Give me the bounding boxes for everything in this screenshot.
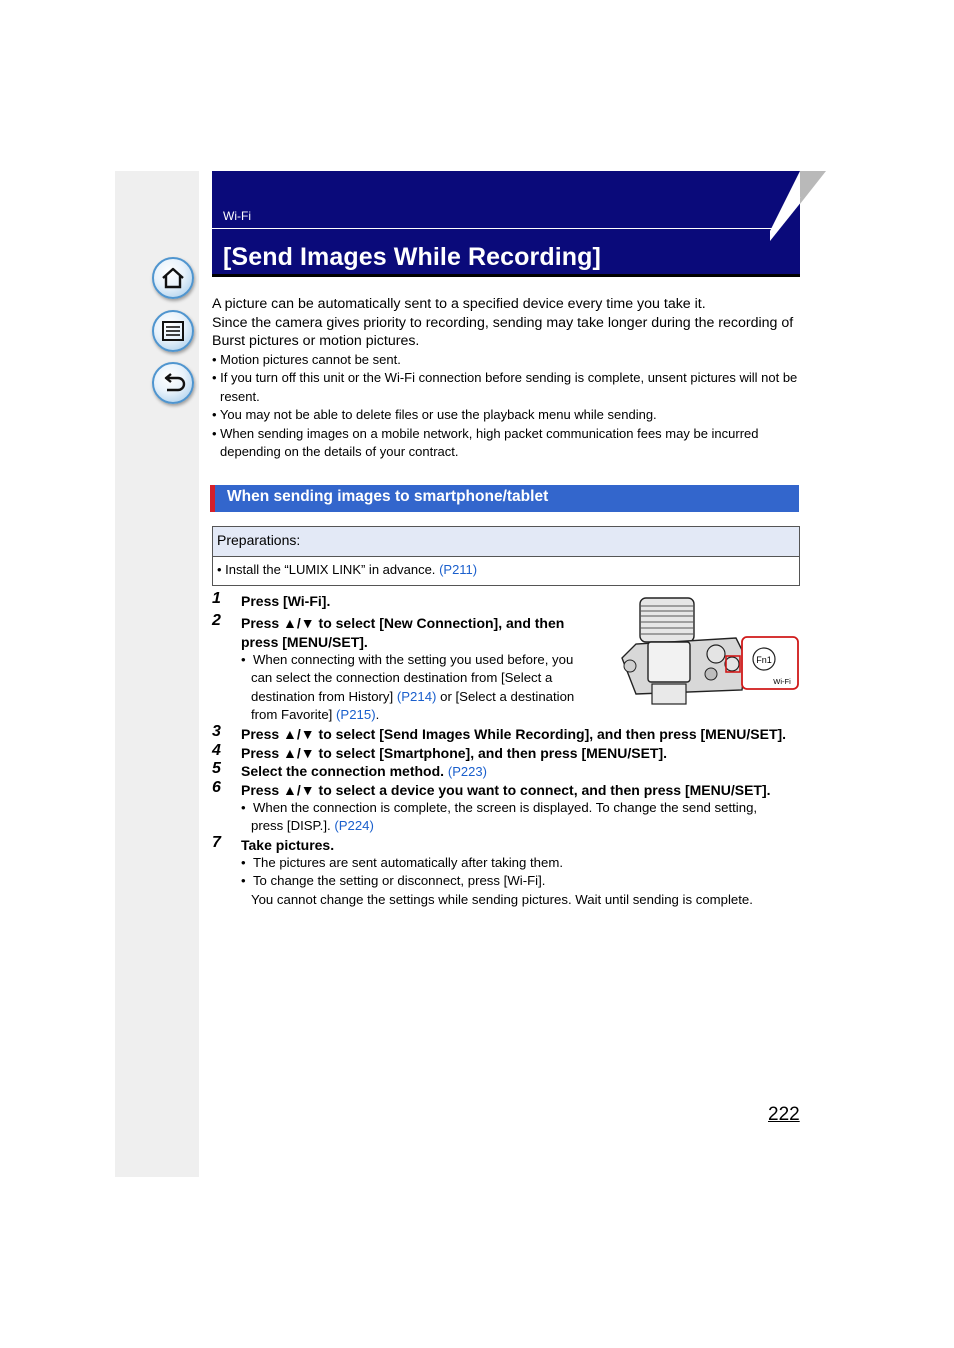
step-number: 4 <box>212 742 221 759</box>
back-arrow-icon <box>159 369 187 397</box>
page-link[interactable]: (P223) <box>447 764 487 779</box>
intro-line: A picture can be automatically sent to a specified device every time you take it. <box>212 296 706 312</box>
page-title: [Send Images While Recording] <box>223 243 601 271</box>
step-number: 7 <box>212 834 221 851</box>
step-bullet <box>251 706 379 725</box>
step-bullet: • The pictures are sent automatically after taking them. <box>241 855 563 870</box>
preparations-heading: Preparations: <box>213 527 799 557</box>
wifi-button-label: Wi-Fi <box>773 677 791 686</box>
intro-line: Since the camera gives priority to recording, sending may take longer during the recording of Burst pictures or motion pictures. <box>212 314 794 349</box>
step-text: Press ▲/▼ to select [New Connection], and then <box>241 615 565 631</box>
step-number: 2 <box>212 612 221 629</box>
camera-illustration <box>616 594 802 712</box>
header-corner-decoration <box>770 171 826 241</box>
step-number: 5 <box>212 760 221 777</box>
step-bullet: can select the connection destination from [Select a <box>251 670 553 685</box>
step-number: 6 <box>212 779 221 796</box>
step-bullet: You cannot change the settings while sending pictures. Wait until sending is complete. <box>251 892 753 907</box>
bullet-text: from Favorite] <box>251 707 333 722</box>
step-bullet <box>251 817 374 836</box>
step-text: press [MENU/SET]. <box>241 634 368 650</box>
step-text: Press [Wi-Fi]. <box>241 593 331 609</box>
step-text: Press ▲/▼ to select [Send Images While Recording], and then press [MENU/SET]. <box>241 726 787 742</box>
note-item: • If you turn off this unit or the Wi-Fi connection before sending is complete, unsent pictures will not be resent. <box>212 370 798 404</box>
preparations-text: • Install the “LUMIX LINK” in advance. <box>217 562 436 577</box>
intro-text <box>212 295 802 462</box>
page-link[interactable]: (P211) <box>439 562 478 577</box>
page-link[interactable]: (P215) <box>336 707 376 722</box>
page-link[interactable]: (P214) <box>396 689 437 704</box>
back-button[interactable] <box>152 362 194 404</box>
section-title: When sending images to smartphone/tablet <box>227 488 549 505</box>
note-item: • When sending images on a mobile network, high packet communication fees may be incurred depending on the details of your contract. <box>212 425 759 459</box>
step-text: Press ▲/▼ to select a device you want to connect, and then press [MENU/SET]. <box>241 782 771 798</box>
section-heading-bar <box>210 485 799 512</box>
step-number: 1 <box>212 590 221 607</box>
header-bottom-rule <box>212 274 800 277</box>
step-text-content: Select the connection method. <box>241 763 445 779</box>
preparations-box <box>212 526 800 586</box>
bullet-text: or [Select a destination <box>436 689 575 704</box>
fn1-label: Fn1 <box>756 655 772 665</box>
note-item: • You may not be able to delete files or use the playback menu while sending. <box>212 407 657 422</box>
section-label: Wi-Fi <box>223 209 251 223</box>
bullet-text: press [DISP.]. <box>251 818 331 833</box>
step-bullet: • When the connection is complete, the screen is displayed. To change the send setting, <box>241 800 758 815</box>
bullet-text: . <box>375 707 380 722</box>
step-text <box>241 762 487 781</box>
header-divider <box>212 228 774 229</box>
page-number: 222 <box>768 1104 800 1125</box>
bullet-text: destination from History] <box>251 689 394 704</box>
step-text: Press ▲/▼ to select [Smartphone], and then press [MENU/SET]. <box>241 745 668 761</box>
note-item: • Motion pictures cannot be sent. <box>212 351 401 367</box>
step-bullet: • When connecting with the setting you used before, you <box>241 652 574 667</box>
step-text: Take pictures. <box>241 837 335 853</box>
step-bullet: • To change the setting or disconnect, press [Wi-Fi]. <box>241 873 546 888</box>
home-icon <box>159 264 187 292</box>
contents-button[interactable] <box>152 310 194 352</box>
step-bullet <box>251 688 574 707</box>
home-button[interactable] <box>152 257 194 299</box>
step-number: 3 <box>212 723 221 740</box>
preparations-item <box>213 557 799 577</box>
page-link[interactable]: (P224) <box>334 818 374 833</box>
menu-list-icon <box>159 317 187 345</box>
